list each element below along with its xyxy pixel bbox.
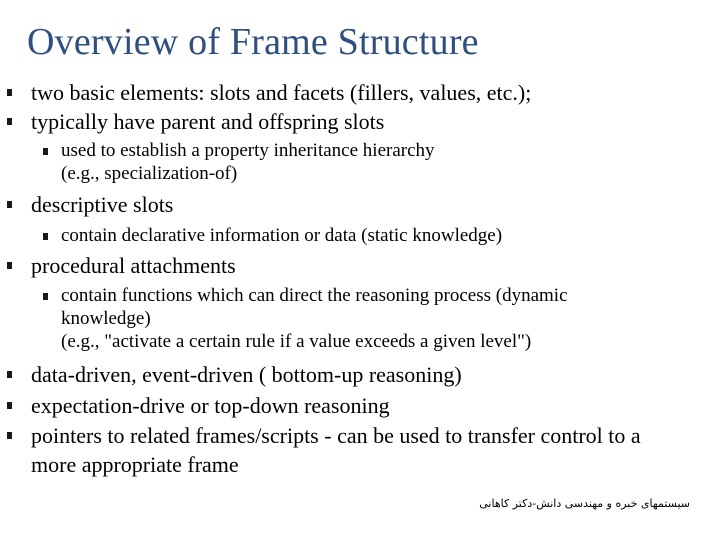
bullet-text [31, 107, 384, 136]
bullet-line: data-driven, event-driven ( bottom-up reasoning) [31, 362, 462, 387]
bullet-line: two basic elements: slots and facets (fillers, values, etc.); [31, 80, 532, 105]
bullet-line: used to establish a property inheritance hierarchy [61, 140, 435, 161]
bullet-marker-icon [7, 201, 12, 208]
bullet-line: (e.g., specialization-of) [61, 163, 238, 184]
sub-bullet-text [61, 284, 568, 353]
bullet-line: knowledge) [61, 308, 151, 329]
sub-bullet-text [61, 224, 502, 247]
bullet-marker-icon [43, 148, 48, 155]
bullet-text [31, 78, 531, 107]
bullet-marker-icon [7, 432, 12, 439]
bullet-text [31, 360, 462, 389]
bullet-marker-icon [7, 118, 12, 125]
bullet-line: contain functions which can direct the reasoning process (dynamic [61, 285, 568, 306]
bullet-marker-icon [43, 293, 48, 300]
sub-bullet-text [61, 139, 435, 185]
bullet-text [31, 251, 236, 280]
bullet-marker-icon [7, 402, 12, 409]
bullet-text [31, 391, 390, 420]
bullet-line: more appropriate frame [31, 452, 239, 477]
bullet-marker-icon [43, 233, 48, 240]
bullet-marker-icon [7, 371, 12, 378]
slide-title: Overview of Frame Structure [27, 21, 479, 63]
bullet-line: contain declarative information or data (static knowledge) [61, 225, 503, 246]
bullet-marker-icon [7, 89, 12, 96]
bullet-line: typically have parent and offspring slots [31, 109, 385, 134]
footer-text: سیستمهای خبره و مهندسی دانش-دکتر کاهانی [479, 497, 690, 510]
bullet-line: descriptive slots [31, 192, 174, 217]
bullet-text [31, 421, 641, 479]
bullet-line: pointers to related frames/scripts - can be used to transfer control to a [31, 423, 641, 448]
bullet-text [31, 190, 173, 219]
bullet-line: procedural attachments [31, 253, 236, 278]
bullet-marker-icon [7, 262, 12, 269]
bullet-line: (e.g., "activate a certain rule if a value exceeds a given level") [61, 331, 532, 352]
bullet-line: expectation-drive or top-down reasoning [31, 393, 390, 418]
